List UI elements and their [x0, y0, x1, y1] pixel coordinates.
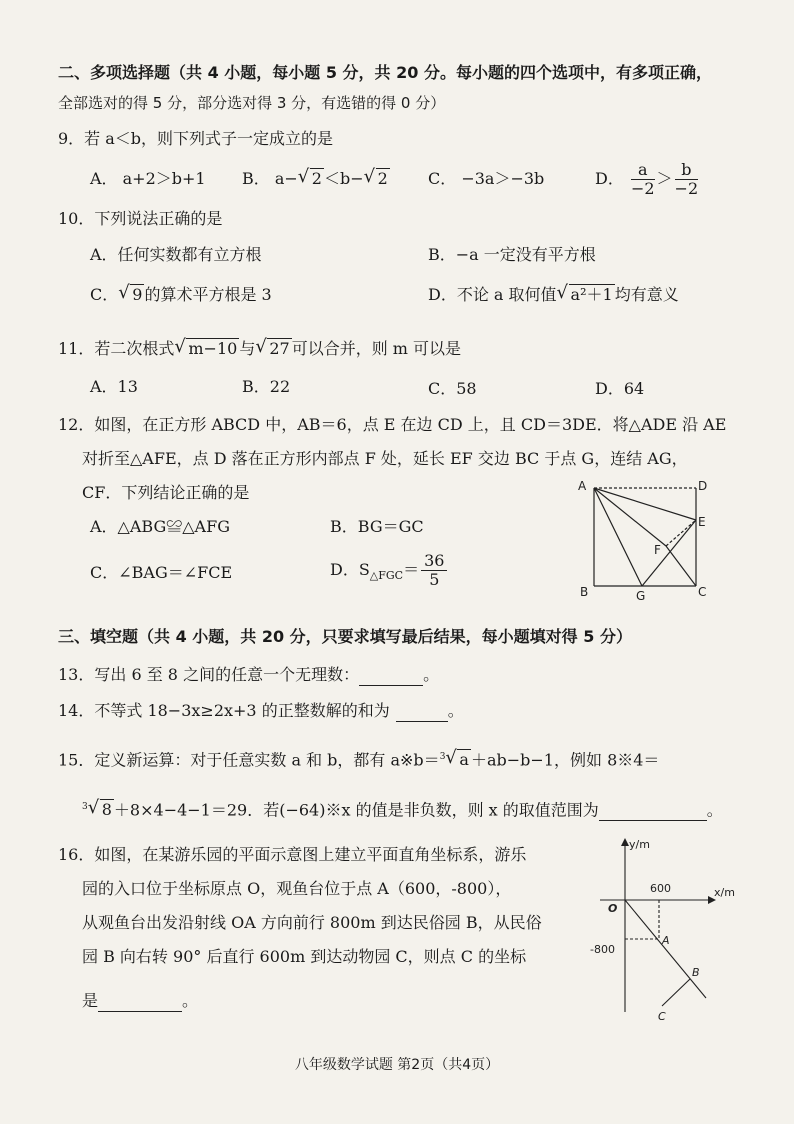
q10-c-sqrt	[118, 284, 144, 306]
q12-option-a: A．△ABG≌△AFG	[90, 517, 230, 536]
q9-d-pre: D．	[595, 169, 624, 188]
q9-b-pre: B． a−	[242, 169, 298, 188]
q16-line2: 园的入口位于坐标原点 O，观鱼台位于点 A（600，-800），	[82, 879, 512, 898]
q13-answer-blank[interactable]	[359, 669, 423, 686]
q16-label-a: A	[662, 934, 670, 947]
q10-c-post: 的算术平方根是 3	[144, 285, 272, 304]
q9-b-sqrt2	[364, 168, 390, 190]
q11-rad2: 27	[269, 339, 290, 358]
q9-option-a: A． a+2＞b+1	[90, 169, 206, 188]
q11-option-c: C．58	[428, 379, 477, 398]
q15-line1	[58, 746, 659, 771]
q12-d-frac	[421, 552, 447, 589]
q12-option-d	[330, 548, 449, 598]
q12-line2: 对折至△AFE，点 D 落在正方形内部点 F 处，延长 EF 交边 BC 于点 G，连结 AG，	[82, 449, 688, 468]
q9-b-sqrt1	[298, 168, 324, 190]
q9-d-d2: −2	[674, 179, 699, 198]
q12-label-e: E	[698, 515, 706, 529]
q13	[58, 664, 439, 686]
q10-stem: 10．下列说法正确的是	[58, 209, 223, 228]
q16-end: 。	[182, 991, 199, 1010]
q12-line1: 12．如图，在正方形 ABCD 中，AB＝6，点 E 在边 CD 上，且 CD＝3DE．将△ADE 沿 AE	[58, 415, 727, 434]
q15-rad-8: 8	[101, 800, 112, 820]
q10-d-post: 均有意义	[614, 285, 679, 304]
q15-line1-post: ＋ab−b−1，例如 8※4＝	[470, 750, 660, 770]
q16-line4: 园 B 向右转 90° 后直行 600m 到达动物园 C，则点 C 的坐标	[82, 947, 527, 966]
q11-rad1: m−10	[188, 339, 238, 358]
q15-line2	[82, 796, 723, 821]
q9-d-n1: a	[631, 161, 655, 180]
q12-label-a: A	[578, 479, 587, 493]
q12-label-f: F	[654, 543, 661, 557]
section3-title: 三、填空题（共 4 小题，共 20 分，只要求填写最后结果，每小题填对得 5 分）	[58, 627, 632, 646]
q9-d-frac2	[675, 161, 699, 198]
q12-label-g: G	[636, 589, 646, 603]
q11-mid: 与	[239, 339, 256, 358]
q12-seg-fe	[666, 520, 696, 546]
q9-d-frac1	[631, 161, 655, 198]
q11-option-b: B．22	[242, 377, 291, 396]
q12-line3: CF．下列结论正确的是	[82, 483, 250, 502]
q10-d-rad: a²＋1	[570, 285, 613, 304]
q16-origin-label: O	[608, 902, 618, 915]
q12-seg-af	[594, 488, 666, 546]
q16-tick-y: -800	[590, 943, 615, 956]
q15-root-index: 3	[439, 752, 446, 762]
q9-b-mid: ＜b−	[323, 169, 364, 188]
q12-option-c: C．∠BAG＝∠FCE	[90, 563, 233, 582]
q9-d-gt: ＞	[656, 169, 673, 188]
q16-figure	[580, 836, 750, 1024]
q16-answer-blank[interactable]	[98, 995, 182, 1012]
q16-tick-x: 600	[650, 882, 671, 895]
q12-d-sub: △FGC	[369, 569, 404, 583]
section2-title-cont: 全部选对的得 5 分，部分选对得 3 分，有选错的得 0 分）	[58, 94, 446, 112]
q14-answer-blank[interactable]	[396, 705, 448, 722]
q11-option-a: A．13	[90, 377, 138, 396]
q12-label-d: D	[698, 479, 708, 493]
q10-option-c	[90, 284, 272, 306]
q15-line1-pre: 15．定义新运算：对于任意实数 a 和 b，都有 a※b＝	[58, 750, 440, 770]
q10-option-b: B．−a 一定没有平方根	[428, 245, 596, 264]
q9-d-d1: −2	[630, 179, 655, 198]
q15-root-index-2: 3	[82, 802, 88, 812]
q12-option-b: B．BG＝GC	[330, 517, 424, 536]
q12-d-num: 36	[421, 552, 447, 571]
q9-stem: 9．若 a＜b，则下列式子一定成立的是	[58, 129, 334, 148]
q11-stem	[58, 338, 461, 360]
q9-option-c: C． −3a＞−3b	[428, 169, 545, 188]
section2-title: 二、多项选择题（共 4 小题，每小题 5 分，共 20 分。每小题的四个选项中，有多项正确，	[58, 63, 712, 82]
q11-pre: 11．若二次根式	[58, 339, 175, 358]
q11-option-d: D．64	[595, 379, 645, 398]
q10-d-pre: D．不论 a 取何值	[428, 285, 557, 304]
q11-sqrt2	[255, 338, 291, 360]
q15-rad-a: a	[459, 750, 469, 770]
q14-stem: 14．不等式 18−3x≥2x+3 的正整数解的和为	[58, 701, 390, 720]
q12-seg-ae	[594, 488, 696, 520]
q13-end: 。	[423, 665, 440, 684]
q10-d-sqrt	[557, 284, 615, 306]
q11-post: 可以合并，则 m 可以是	[291, 339, 462, 358]
q10-option-a: A．任何实数都有立方根	[90, 245, 262, 264]
q16-line5-text: 是	[82, 991, 99, 1010]
q16-ray-oa	[625, 900, 706, 998]
q15-cbrt-8	[88, 799, 114, 821]
q12-figure	[570, 474, 720, 606]
q16-line3: 从观鱼台出发沿射线 OA 方向前行 800m 到达民俗园 B，从民俗	[82, 913, 542, 932]
q12-seg-ag	[594, 488, 642, 586]
q14-end: 。	[447, 701, 464, 720]
q12-label-b: B	[580, 585, 589, 599]
q12-d-eq: ＝	[403, 560, 420, 579]
q13-stem: 13．写出 6 至 8 之间的任意一个无理数：	[58, 665, 360, 684]
q9-option-b	[242, 168, 390, 190]
q10-c-pre: C．	[90, 285, 119, 304]
q9-b-rad1: 2	[311, 169, 322, 188]
page-footer: 八年级数学试题 第2页（共4页）	[294, 1057, 500, 1073]
q16-label-c: C	[658, 1010, 666, 1023]
q15-end: 。	[706, 800, 723, 820]
q15-answer-blank[interactable]	[599, 804, 707, 821]
q16-y-arrow	[621, 838, 629, 846]
q15-cbrt-a	[445, 749, 471, 771]
q16-seg-bc	[662, 979, 690, 1006]
q15-line2-post: ＋8×4−4−1＝29．若(−64)※x 的值是非负数，则 x 的取值范围为	[113, 800, 599, 820]
q9-option-d	[595, 158, 700, 200]
q10-option-d	[428, 284, 679, 306]
q14	[58, 700, 464, 722]
q9-d-n2: b	[675, 161, 699, 180]
q12-d-pre: D．S	[330, 560, 370, 579]
q16-line5	[82, 990, 198, 1012]
q11-sqrt1	[174, 338, 239, 360]
q9-b-rad2: 2	[377, 169, 388, 188]
q16-x-label: x/m	[714, 886, 735, 899]
q16-y-label: y/m	[629, 838, 650, 851]
q12-d-den: 5	[429, 570, 440, 589]
q16-label-b: B	[692, 966, 700, 979]
q12-label-c: C	[698, 585, 707, 599]
q16-line1: 16．如图，在某游乐园的平面示意图上建立平面直角坐标系，游乐	[58, 845, 527, 864]
q12-seg-fc	[666, 546, 696, 586]
q10-c-rad: 9	[132, 285, 143, 304]
